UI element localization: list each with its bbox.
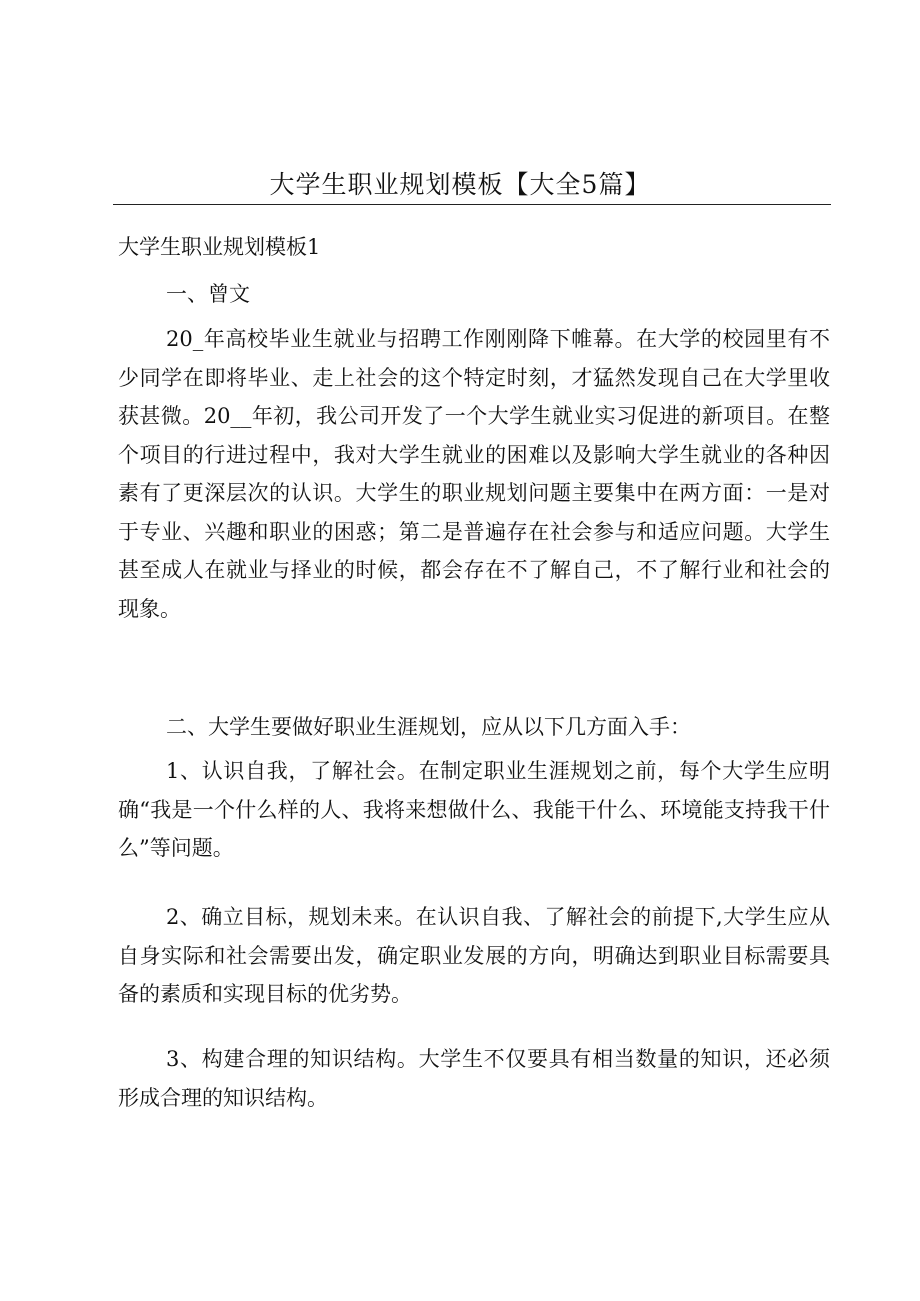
paragraph-approach-heading: 二、大学生要做好职业生涯规划，应从以下几方面入手： — [166, 715, 691, 739]
paragraph-point-2: 2、确立目标，规划未来。在认识自我、了解社会的前提下,大学生应从自身实际和社会需要出发，确定职业发展的方向，明确达到职业目标需要具备的素质和实现目标的优劣势。 — [118, 905, 830, 1006]
paragraph-background: 20_年高校毕业生就业与招聘工作刚刚降下帷幕。在大学的校园里有不少同学在即将毕业、走上社会的这个特定时刻，才猛然发现自己在大学里收获甚微。20__年初，我公司开发了一个大学生就业实习促进的新项目。在整个项目的行进过程中，我对大学生就业的困难以及影响大学生就业的各种因素有了更深层次的认识。大学生的职业规划问题主要集中在两方面：一是对于专业、兴趣和职业的困惑；第二是普遍存在社会参与和适应问题。大学生甚至成人在就业与择业的时候，都会存在不了解自己，不了解行业和社会的现象。 — [118, 327, 830, 621]
section-heading: 大学生职业规划模板1 — [118, 235, 321, 259]
document-title: 大学生职业规划模板【大全5篇】 — [269, 170, 651, 199]
paragraph-point-3: 3、构建合理的知识结构。大学生不仅要具有相当数量的知识，还必须形成合理的知识结构。 — [118, 1047, 830, 1110]
title-underline — [113, 204, 831, 205]
paragraph-intro-heading: 一、曾文 — [166, 282, 250, 306]
paragraph-point-1: 1、认识自我，了解社会。在制定职业生涯规划之前，每个大学生应明确“我是一个什么样的人、我将来想做什么、我能干什么、环境能支持我干什么”等问题。 — [118, 759, 830, 860]
